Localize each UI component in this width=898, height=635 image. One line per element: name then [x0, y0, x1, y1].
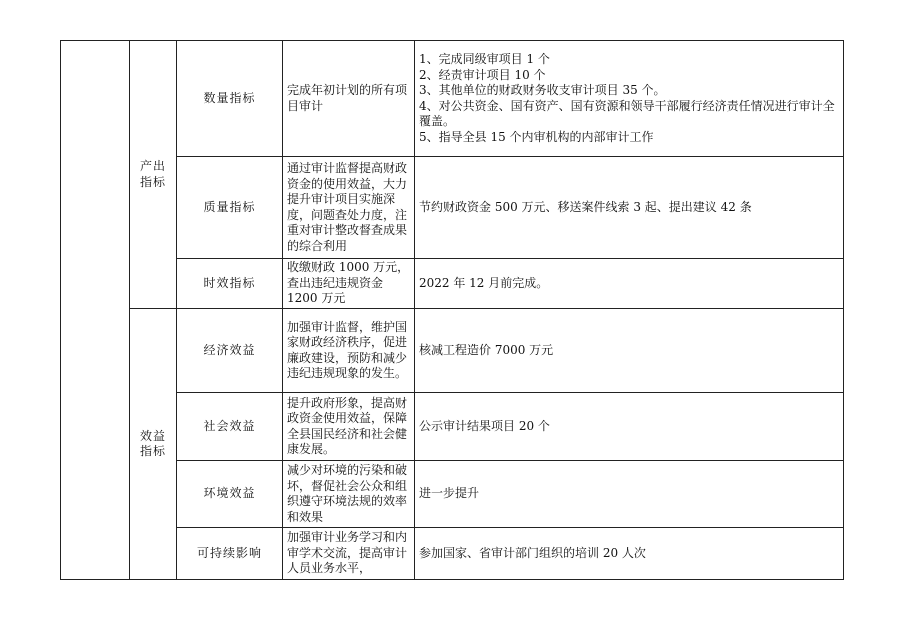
blank-left-column	[61, 41, 130, 580]
indicator-goal: 通过审计监督提高财政资金的使用效益，大力提升审计项目实施深度，问题查处力度，注重对审计整改督查成果的综合利用	[283, 157, 415, 259]
sub-indicator: 时效指标	[177, 259, 283, 309]
sub-indicator: 经济效益	[177, 309, 283, 393]
indicator-goal: 完成年初计划的所有项目审计	[283, 41, 415, 157]
indicator-goal: 减少对环境的污染和破坏，督促社会公众和组织遵守环境法规的效率和效果	[283, 461, 415, 528]
table-row	[61, 41, 844, 157]
indicator-value: 公示审计结果项目 20 个	[415, 393, 844, 461]
indicator-value: 核减工程造价 7000 万元	[415, 309, 844, 393]
category-output-label: 产出指标	[139, 159, 166, 189]
sub-indicator: 数量指标	[177, 41, 283, 157]
table-row	[61, 157, 844, 259]
table-row	[61, 461, 844, 528]
indicator-goal: 提升政府形象，提高财政资金使用效益，保障全县国民经济和社会健康发展。	[283, 393, 415, 461]
sub-indicator: 可持续影响	[177, 528, 283, 580]
value-line: 2、经责审计项目 10 个	[419, 67, 546, 82]
table-row	[61, 528, 844, 580]
value-line: 5、指导全县 15 个内审机构的内部审计工作	[419, 129, 654, 144]
indicator-goal: 加强审计业务学习和内审学术交流，提高审计人员业务水平，	[283, 528, 415, 580]
indicator-goal: 加强审计监督，维护国家财政经济秩序，促进廉政建设，预防和减少违纪违规现象的发生。	[283, 309, 415, 393]
sub-indicator: 质量指标	[177, 157, 283, 259]
value-line: 3、其他单位的财政财务收支审计项目 35 个。	[419, 83, 666, 97]
table-row	[61, 393, 844, 461]
indicator-value: 进一步提升	[415, 461, 844, 528]
value-line: 4、对公共资金、国有资产、国有资源和领导干部履行经济责任情况进行审计全覆盖。	[419, 98, 835, 128]
sub-indicator: 社会效益	[177, 393, 283, 461]
indicator-goal: 收缴财政 1000 万元，查出违纪违规资金 1200 万元	[283, 259, 415, 309]
category-benefit-label: 效益指标	[139, 428, 166, 458]
table-row	[61, 309, 844, 393]
indicator-value	[415, 41, 844, 157]
sub-indicator: 环境效益	[177, 461, 283, 528]
value-line: 1、完成同级审项目 1 个	[419, 52, 550, 66]
indicator-value: 节约财政资金 500 万元、移送案件线索 3 起、提出建议 42 条	[415, 157, 844, 259]
indicator-value: 参加国家、省审计部门组织的培训 20 人次	[415, 528, 844, 580]
performance-table	[60, 40, 844, 580]
category-output	[130, 41, 177, 309]
category-benefit	[130, 309, 177, 580]
table-row	[61, 259, 844, 309]
indicator-value: 2022 年 12 月前完成。	[415, 259, 844, 309]
